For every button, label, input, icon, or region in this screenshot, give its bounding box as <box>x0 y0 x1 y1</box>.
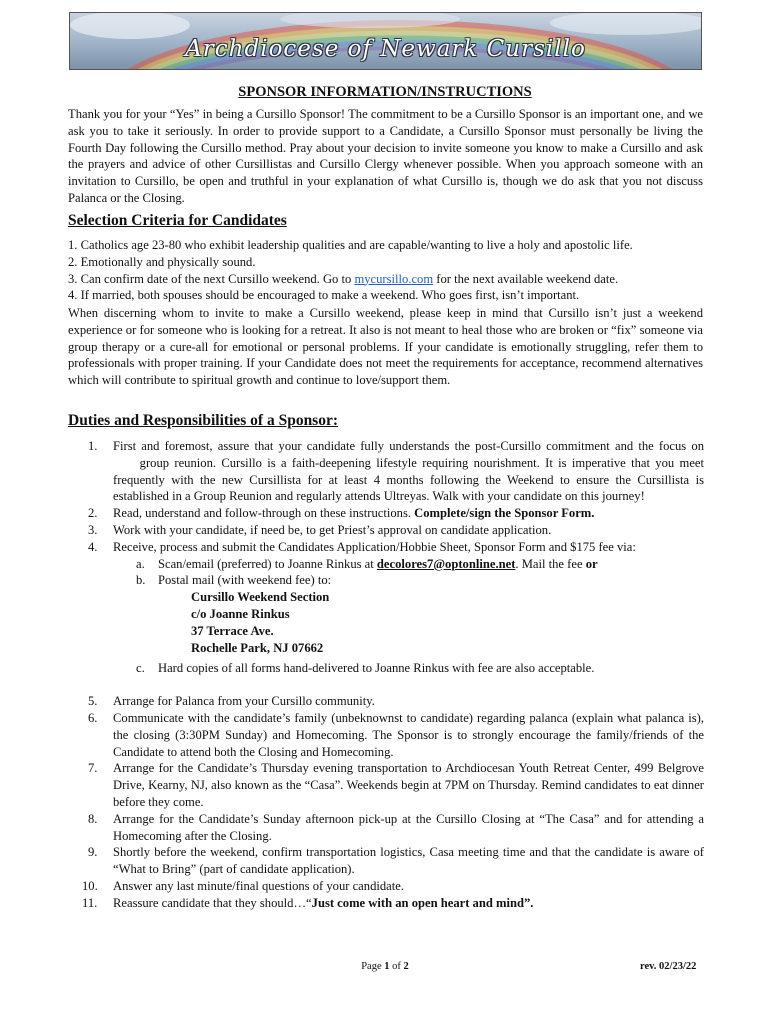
duty-4-option-c <box>68 660 704 677</box>
duty-4-option-a <box>68 556 704 573</box>
selection-criteria-list <box>68 237 708 304</box>
criteria-item-3-suffix: for the next available weekend date. <box>433 271 619 286</box>
duty-number: 2. <box>88 506 98 521</box>
duty-number: 4. <box>88 539 98 554</box>
page-title: SPONSOR INFORMATION/INSTRUCTIONS <box>238 84 532 100</box>
mailing-address-line-4: Rochelle Park, NJ 07662 <box>191 640 324 655</box>
criteria-item-4: 4. If married, both spouses should be encouraged to make a weekend. Who goes first, isn’t important. <box>68 288 580 303</box>
duty-item-6 <box>68 710 704 760</box>
duty-number: 8. <box>88 811 98 826</box>
duty-item-9 <box>68 844 704 878</box>
option-text: Hard copies of all forms hand-delivered to Joanne Rinkus with fee are also acceptable. <box>158 661 595 676</box>
duty-item-3 <box>68 522 704 539</box>
duty-text: Shortly before the weekend, confirm transportation logistics, Casa meeting time and that the candidate is aware of “What to Bring” (part of candidate application). <box>113 845 704 877</box>
option-or: or <box>585 556 598 571</box>
duty-text: Arrange for the Candidate’s Sunday afternoon pick-up at the Cursillo Closing at “The Casa” and for attending a Homecoming after the Closing. <box>113 811 704 843</box>
duty-number: 6. <box>88 710 98 725</box>
duty-text: Read, understand and follow-through on these instructions. <box>113 506 415 521</box>
duty-number: 9. <box>88 845 98 860</box>
page-prefix: Page <box>361 961 385 972</box>
option-letter: a. <box>136 556 145 571</box>
mycursillo-link[interactable]: mycursillo.com <box>354 271 434 286</box>
duty-item-11 <box>68 895 704 912</box>
header-banner <box>69 12 702 70</box>
spacer <box>68 677 704 693</box>
duty-item-8 <box>68 811 704 845</box>
intro-paragraph: Thank you for your “Yes” in being a Cursillo Sponsor! The commitment to be a Cursillo Sponsor is an important one, and we ask you to take it seriously. In order to provide support to a Candidate, a Cursillo Sponsor must personally be living the Fourth Day following the Cursillo method. Pray about your decision to invite someone you know to make a Cursillo and ask the prayers and advice of other Cursillistas and Cursillo Clergy whenever possible. When you approach someone with an invitation to Cursillo, be open and truthful in your explanation of what Cursillo is, though we do ask that you not discuss Palanca or the Closing. <box>68 107 703 205</box>
contact-email[interactable]: decolores7@optonline.net <box>376 556 516 571</box>
duty-text: Work with your candidate, if need be, to get Priest’s approval on candidate application. <box>113 522 552 537</box>
discernment-paragraph: When discerning whom to invite to make a Cursillo weekend, please keep in mind that Cursillo isn’t just a weekend experience or for someone who is looking for a retreat. It also is not meant to heal those who are broken or “fix” someone via group therapy or a cure-all for emotional or personal problems. If your candidate is emotionally struggling, refer them to professionals with proper training. If your Candidate does not meet the requirements for acceptance, recommend alternatives which will contribute to spiritual growth and continue to love/support them. <box>68 306 703 388</box>
mailing-address-line-1: Cursillo Weekend Section <box>191 590 330 605</box>
page-of: of <box>389 961 404 972</box>
criteria-item-3 <box>68 271 708 288</box>
duty-item-2 <box>68 505 704 522</box>
duty-item-7 <box>68 760 704 810</box>
option-letter: b. <box>136 573 146 588</box>
duties-heading: Duties and Responsibilities of a Sponsor: <box>68 412 339 429</box>
option-text: Scan/email (preferred) to Joanne Rinkus at <box>158 556 377 571</box>
duty-number: 10. <box>82 878 98 893</box>
duty-number: 3. <box>88 522 98 537</box>
duty-text: Receive, process and submit the Candidates Application/Hobbie Sheet, Sponsor Form and $175 fee via: <box>113 539 636 554</box>
mailing-address-line-3: 37 Terrace Ave. <box>191 623 274 638</box>
page-current: 1 <box>384 961 390 972</box>
duty-text: First and foremost, assure that your candidate fully understands the post-Cursillo commitment and the focus on group reunion. Cursillo is a faith-deepening lifestyle requiring nourishment. It is imperative that you meet frequently with the new Cursillista for at least 4 months following the Weekend to ensure the Cursillista is established in a Group Reunion and regularly attends Ultreyas. Walk with your candidate on this journey! <box>113 439 704 504</box>
duty-4-option-b <box>68 572 704 589</box>
duty-text: Arrange for the Candidate’s Thursday evening transportation to Archdiocesan Youth Retreat Center, 499 Belgrove Drive, Kearny, NJ, also known as the “Casa”. Weekends begin at 7PM on Thursday. Remind candidates to eat dinner before they come. <box>113 761 704 809</box>
duty-number: 5. <box>88 694 98 709</box>
duty-text: Reassure candidate that they should…“ <box>113 895 312 910</box>
duty-emphasis: Complete/sign the Sponsor Form. <box>414 506 595 521</box>
duty-item-1 <box>68 438 704 505</box>
duty-item-10 <box>68 878 704 895</box>
option-letter: c. <box>136 661 145 676</box>
selection-criteria-heading: Selection Criteria for Candidates <box>68 212 287 229</box>
page-total: 2 <box>403 961 409 972</box>
duty-text: Answer any last minute/final questions of your candidate. <box>113 878 404 893</box>
criteria-item-2: 2. Emotionally and physically sound. <box>68 254 256 269</box>
criteria-item-1: 1. Catholics age 23-80 who exhibit leadership qualities and are capable/wanting to live a holy and apostolic life. <box>68 238 633 252</box>
criteria-item-3-text: 3. Can confirm date of the next Cursillo weekend. Go to <box>68 271 355 286</box>
duty-text: Arrange for Palanca from your Cursillo community. <box>113 694 375 709</box>
duty-number: 7. <box>88 761 98 776</box>
duty-text: Communicate with the candidate’s family (unbeknownst to candidate) regarding palanca (explain what palanca is), the closing (3:30PM Sunday) and Homecoming. The Sponsor is to strongly encourage the family/friends of the Candidate to attend both the Closing and Homecoming. <box>113 710 704 759</box>
duty-number: 11. <box>82 895 98 910</box>
revision-date: rev. 02/23/22 <box>640 961 697 972</box>
mailing-address-line-2: c/o Joanne Rinkus <box>191 606 290 621</box>
option-text-suffix: . Mail the fee <box>515 556 586 571</box>
option-text: Postal mail (with weekend fee) to: <box>158 573 332 588</box>
duty-item-5 <box>68 693 704 710</box>
duty-number: 1. <box>88 439 98 453</box>
duties-list <box>68 438 704 912</box>
duty-emphasis: Just come with an open heart and mind”. <box>311 895 534 910</box>
banner-title: Archdiocese of Newark Cursillo <box>185 36 586 62</box>
duty-item-4 <box>68 539 704 556</box>
